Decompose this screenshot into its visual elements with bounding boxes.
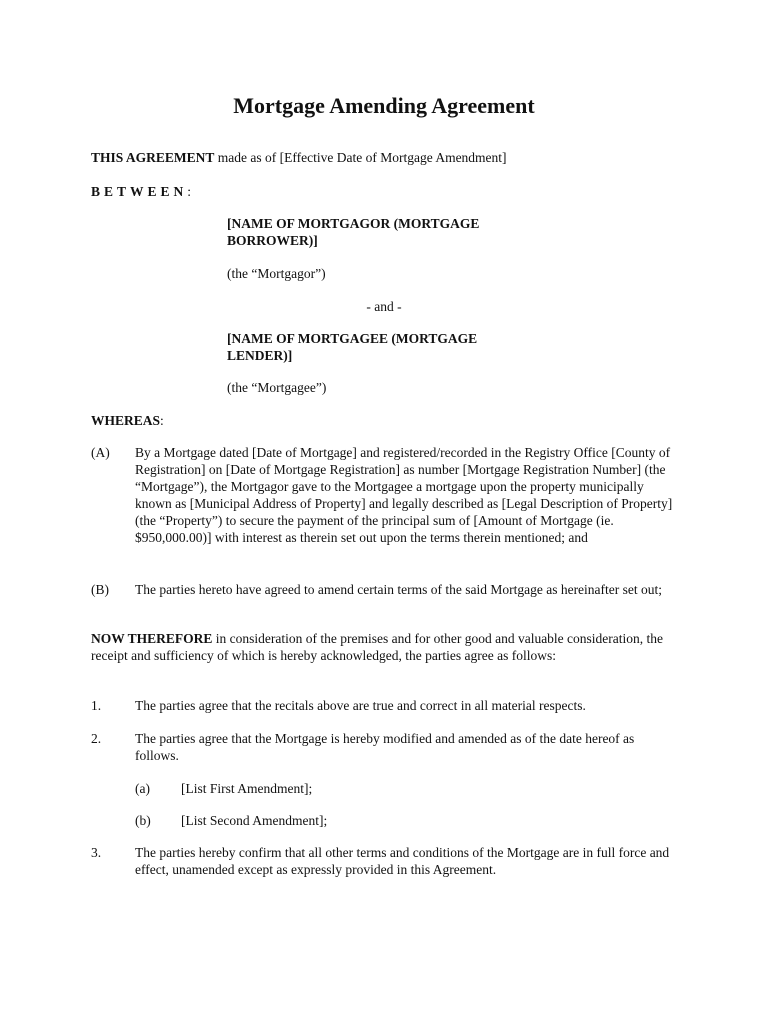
clause-marker-3: 3. (91, 845, 102, 860)
mortgagee-role: (the “Mortgagee”) (227, 380, 327, 395)
now-therefore-paragraph (91, 630, 681, 664)
recital-marker-b: (B) (91, 582, 109, 597)
now-therefore-bold: NOW THEREFORE (91, 631, 213, 646)
subitem-marker-a: (a) (135, 781, 150, 796)
clause-text-2: The parties agree that the Mortgage is hereby modified and amended as of the date hereof as follows. (135, 731, 635, 763)
mortgagor-role: (the “Mortgagor”) (227, 266, 326, 281)
between-label: BETWEEN (91, 184, 188, 199)
clause-text-1: The parties agree that the recitals above are true and correct in all material respects. (135, 698, 586, 713)
between-heading (91, 183, 191, 200)
subitem-text-a: [List First Amendment]; (181, 781, 313, 796)
mortgagor-name: [NAME OF MORTGAGOR (MORTGAGE BORROWER)] (227, 216, 480, 248)
recital-text-a: By a Mortgage dated [Date of Mortgage] and registered/recorded in the Registry Office [County of Registration] on [Date of Mortgage Registration] as number [Mortgage Registration Number] (the “Mortgage”), the Mortgagor gave to the Mortgagee a mortgage upon the property municipally known as [Municipal Address of Property] and legally described as [Legal Description of Property] (the “Property”) to secure the payment of the principal sum of [Amount of Mortgage (ie. $950,000.00)] with interest as therein set out upon the terms therein mentioned; and (135, 445, 673, 545)
whereas-label: WHEREAS (91, 413, 161, 428)
subitem-marker-b: (b) (135, 813, 151, 828)
intro-bold: THIS AGREEMENT (91, 150, 215, 165)
agreement-intro (91, 149, 507, 166)
clause-marker-1: 1. (91, 698, 102, 713)
subitem-text-b: [List Second Amendment]; (181, 813, 328, 828)
intro-rest: made as of [Effective Date of Mortgage Amendment] (214, 150, 507, 165)
mortgagee-name: [NAME OF MORTGAGEE (MORTGAGE LENDER)] (227, 331, 478, 363)
whereas-heading (91, 412, 164, 429)
recital-text-b: The parties hereto have agreed to amend certain terms of the said Mortgage as hereinafter set out; (135, 582, 663, 597)
and-separator: - and - (366, 299, 402, 314)
between-colon: : (187, 184, 192, 199)
clause-text-3: The parties hereby confirm that all other terms and conditions of the Mortgage are in full force and effect, unamended except as expressly provided in this Agreement. (135, 845, 670, 877)
clause-marker-2: 2. (91, 731, 102, 746)
whereas-colon: : (160, 413, 164, 428)
recital-marker-a: (A) (91, 445, 110, 460)
document-title: Mortgage Amending Agreement (233, 93, 535, 118)
now-therefore-rest: in consideration of the premises and for other good and valuable consideration, the receipt and sufficiency of which is hereby acknowledged, the parties agree as follows: (91, 631, 664, 663)
